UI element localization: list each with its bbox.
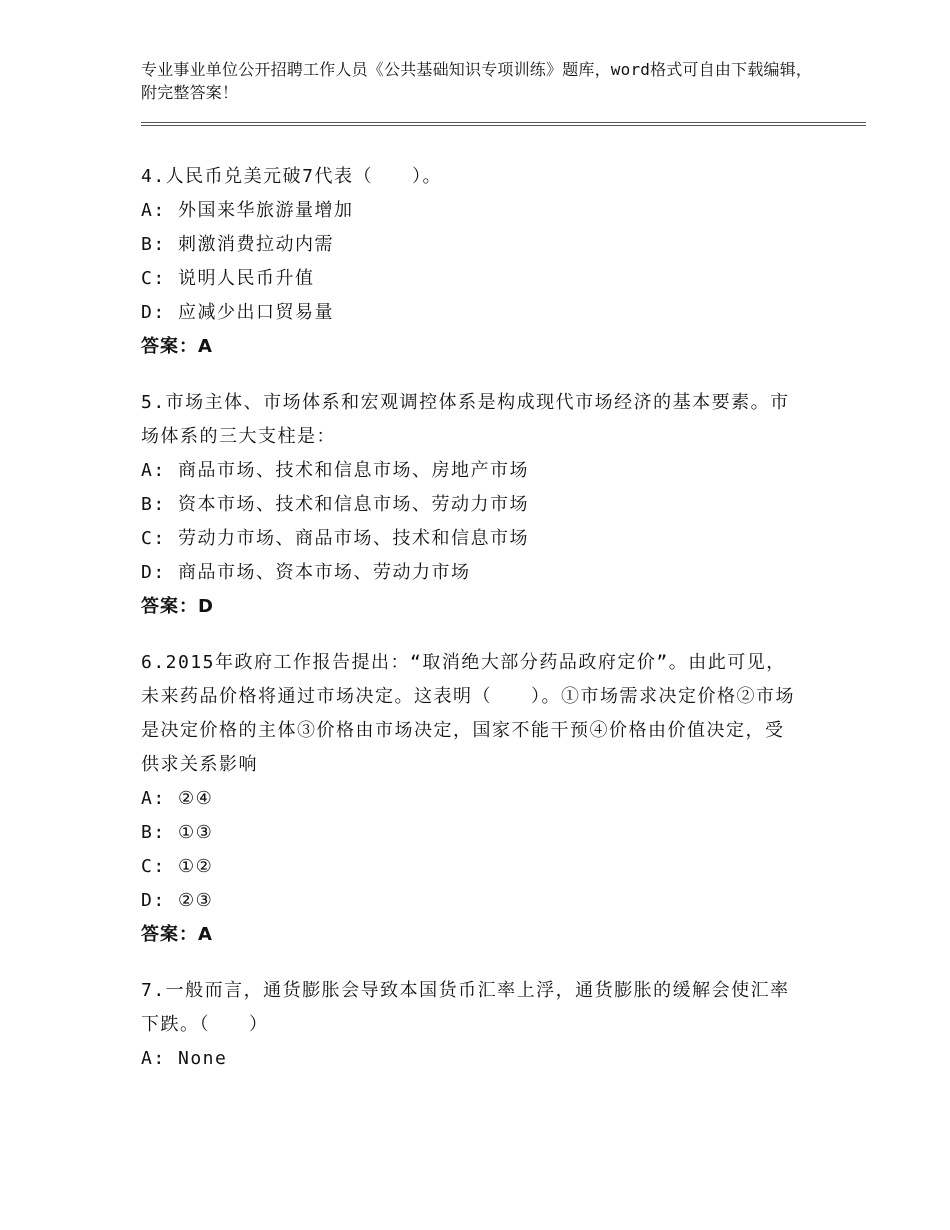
question-6: [141, 646, 801, 952]
document-header: 专业事业单位公开招聘工作人员《公共基础知识专项训练》题库，word格式可自由下载编辑，附完整答案！: [141, 60, 813, 102]
option-a: A: ②④: [141, 788, 214, 809]
option-c: C: ①②: [141, 856, 214, 877]
question-stem: 7.一般而言，通货膨胀会导致本国货币汇率上浮，通货膨胀的缓解会使汇率下跌。（ ）: [141, 980, 790, 1035]
question-stem: 6.2015年政府工作报告提出：“取消绝大部分药品政府定价”。由此可见，未来药品价格将通过市场决定。这表明（ ）。①市场需求决定价格②市场是决定价格的主体③价格由市场决定，国家不能干预④价格由价值决定，受供求关系影响: [141, 652, 795, 775]
header-divider-bottom: [141, 125, 866, 126]
question-4: [141, 160, 801, 364]
answer-label: 答案：A: [141, 336, 213, 357]
option-d: D: 应减少出口贸易量: [141, 302, 335, 323]
question-7: [141, 974, 801, 1076]
header-divider-top: [141, 122, 866, 123]
option-a: A: 外国来华旅游量增加: [141, 200, 354, 221]
question-list: [141, 160, 801, 1098]
option-b: B: 刺激消费拉动内需: [141, 234, 335, 255]
option-b: B: 资本市场、技术和信息市场、劳动力市场: [141, 494, 530, 515]
question-5: [141, 386, 801, 624]
option-a: A: 商品市场、技术和信息市场、房地产市场: [141, 460, 530, 481]
answer-label: 答案：D: [141, 596, 214, 617]
question-stem: 5.市场主体、市场体系和宏观调控体系是构成现代市场经济的基本要素。市场体系的三大支柱是：: [141, 392, 790, 447]
option-c: C: 劳动力市场、商品市场、技术和信息市场: [141, 528, 530, 549]
answer-label: 答案：A: [141, 924, 213, 945]
option-d: D: ②③: [141, 890, 214, 911]
option-c: C: 说明人民币升值: [141, 268, 315, 289]
option-b: B: ①③: [141, 822, 214, 843]
option-d: D: 商品市场、资本市场、劳动力市场: [141, 562, 471, 583]
option-a: A: None: [141, 1048, 228, 1069]
question-stem: 4.人民币兑美元破7代表（ ）。: [141, 166, 443, 187]
